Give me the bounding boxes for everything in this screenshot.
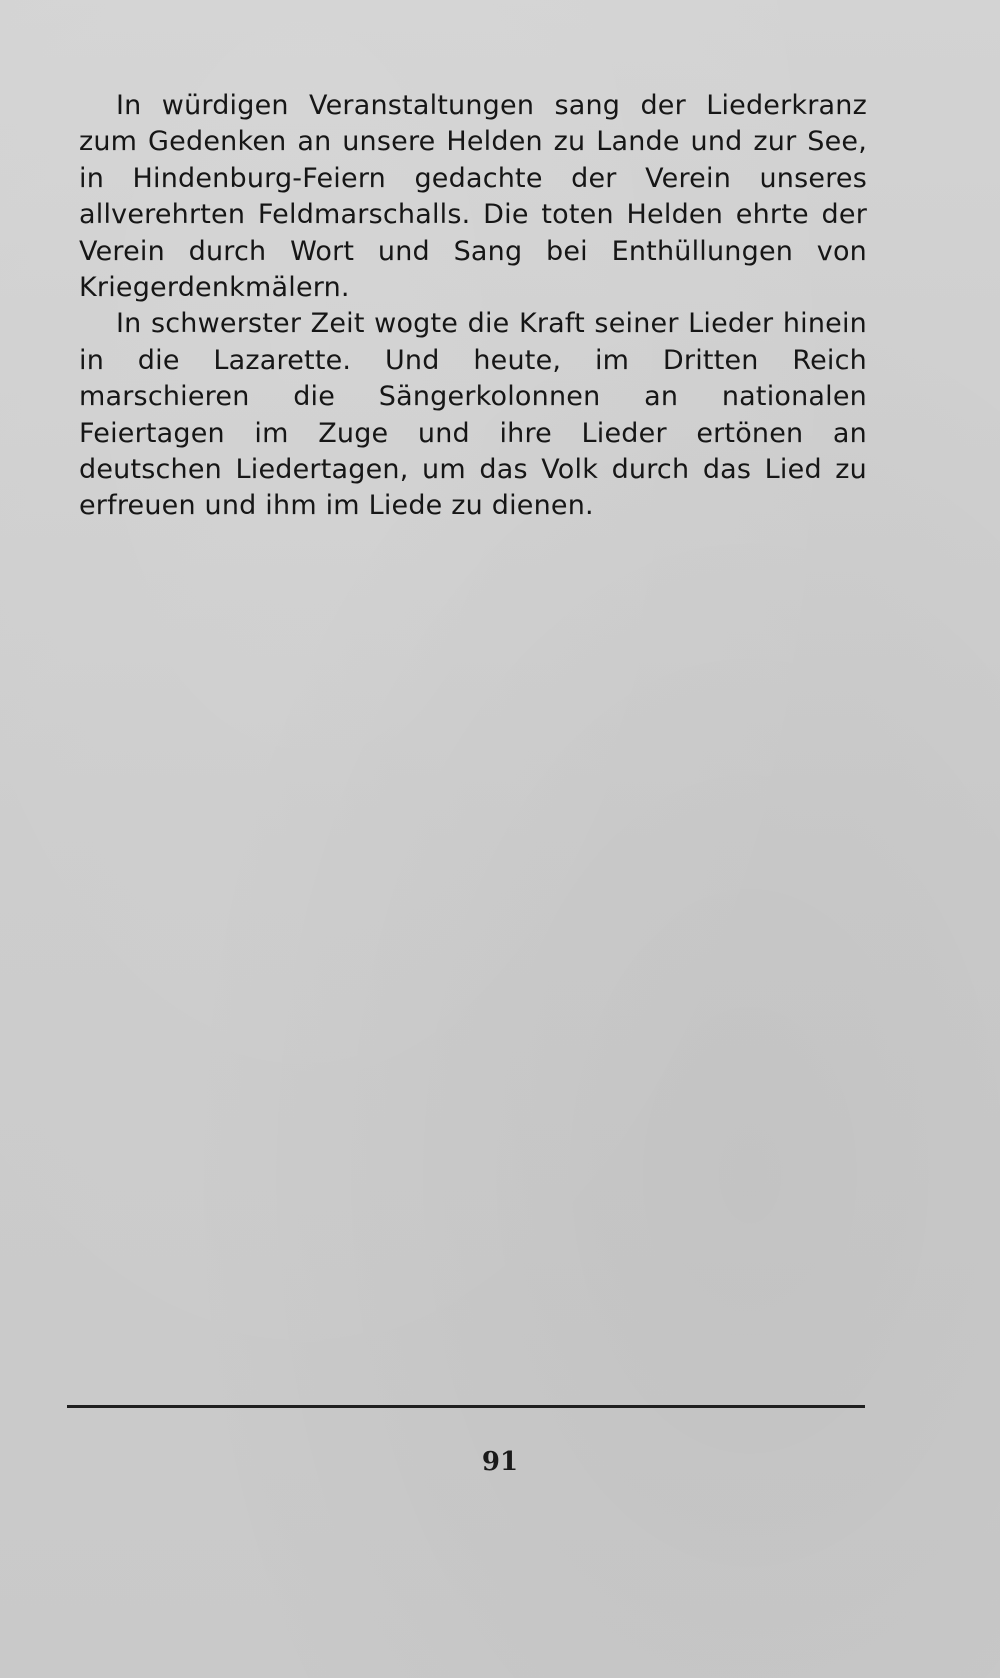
body-text — [79, 88, 867, 525]
paragraph-1: In würdigen Veranstaltungen sang der Liederkranz zum Gedenken an unsere Helden zu Lande und zur See, in Hindenburg-Feiern gedachte der Verein unseres allverehrten Feldmarschalls. Die toten Helden ehrte der Verein durch Wort und Sang bei Enthüllungen von Kriegerdenkmälern. — [79, 90, 867, 304]
page-number: 91 — [481, 1447, 519, 1477]
footer-rule — [67, 1405, 865, 1408]
paragraph-2: In schwerster Zeit wogte die Kraft seiner Lieder hinein in die Lazarette. Und heute, im Dritten Reich marschieren die Sängerkolonnen an nationalen Feiertagen im Zuge und ihre Lieder ertönen an deutschen Liedertagen, um das Volk durch das Lied zu erfreuen und ihm im Liede zu dienen. — [79, 308, 867, 522]
